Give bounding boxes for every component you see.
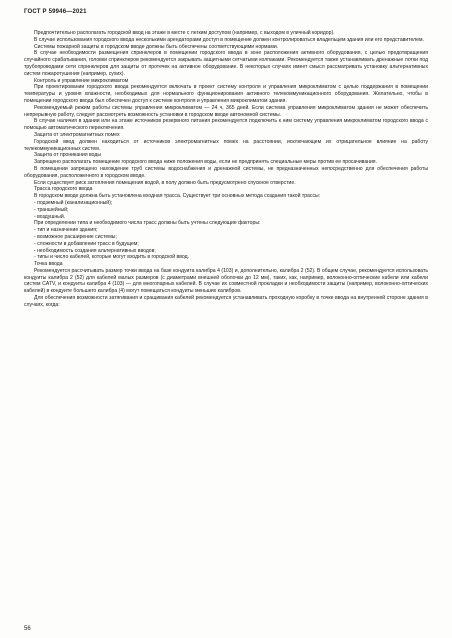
section-heading: Трасса городского ввода [34, 186, 93, 193]
paragraph: В случае необходимости размещения спринклеров в помещении городского ввода в зоне расположения активного оборудования, с целью предотвращения случайного срабатывания, головки спринклеров рекомендуется закрывать защитными сетчатыми колпаками. Рекомендуется также устанавливать дренажные лотки под трубопроводами сети спринклеров для защиты от протечек на активное оборудование. В некоторых случаях имеет смысл рассматривать установку альтернативных систем пожаротушения (например, сухих). [24, 50, 428, 77]
list-item: - подземный (канализационный); [34, 199, 113, 206]
page-body [24, 30, 428, 309]
page-number: 56 [24, 626, 31, 632]
paragraph: Если существует риск затопления помещения водой, в полу должно быть предусмотрено спускное отверстие. [34, 179, 296, 186]
list-item: - воздушный. [34, 213, 66, 220]
running-header: ГОСТ Р 59946—2021 [24, 9, 87, 15]
section-heading: Защита от электромагнитных помех [34, 131, 120, 138]
list-item: - возможное расширение системы; [34, 233, 117, 240]
list-item: - сложности в добавлении трасс в будущем; [34, 240, 139, 247]
paragraph: В городском вводе должна быть установлена входная трасса. Существует три основных метода создания такой трассы: [34, 193, 321, 200]
paragraph: Системы пожарной защиты в городском вводе должны быть обеспечены соответствующими нормами. [34, 43, 279, 50]
paragraph: Рекомендуемый режим работы системы управления микроклиматом — 24 ч, 365 дней. Если система управления микроклиматом здания не может обеспечить непрерывную работу, следует рассмотреть возможность установки в городском вводе автономной системы. [24, 104, 428, 118]
list-item: - траншейный; [34, 206, 69, 213]
list-item: - тип и назначение здания; [34, 227, 98, 234]
list-item: - необходимость создания альтернативных вводов; [34, 247, 156, 254]
paragraph: Рекомендуется рассчитывать размер точки ввода на базе кондуита калибра 4 (103) и, дополнительно, калибра 2 (52). В общем случае, рекомендуется использовать кондуиты калибра 2 (52) для кабелей малых размеров (с диаметрами внешней оболочки до 12 мм), таких, как, например, волоконно-оптические кабели или кабели систем CATV, и кондуиты калибра 4 (103) — для многопарных кабелей. В случае их совместной прокладки и необходимости защиты (например, волоконно-оптических кабелей) в кондуите большего калибра (4) могут помещаться кондуиты меньших калибров. [24, 267, 428, 295]
section-heading: Контроль и управление микроклиматом [34, 77, 129, 84]
paragraph: Предпочтительно располагать городской ввод на этаже в месте с легким доступом (например, с выходом в уличный коридор). [34, 30, 335, 36]
paragraph: Для обеспечения возможности затягивания и сращивания кабелей рекомендуется устанавливать проходную коробку в точке ввода на внутренней стороне здания в случаях, когда: [24, 295, 428, 308]
paragraph: При определении типа и необходимого числа трасс должны быть учтены следующие факторы: [34, 220, 261, 227]
paragraph: При проектировании городского ввода рекомендуется включать в проект систему контроля и управления микроклиматом с целью поддержания в помещении температуры и уровня влажности, необходимых для нормального функционирования активного телекоммуникационного оборудования. Желательно, чтобы в помещении городского ввода был обеспечен доступ к системе контроля и управления микроклиматом здания. [24, 84, 428, 104]
paragraph: В случае использования городского ввода несколькими арендаторами доступ в помещение должен контролироваться владельцем здания или его представителем. [34, 36, 424, 43]
section-heading: Точка ввода [34, 261, 63, 268]
paragraph: Городской ввод должен находиться от источников электромагнитных помех на расстоянии, исключающем их отрицательное влияние на работу телекоммуникационных систем. [24, 138, 428, 152]
list-item: - типы и число кабелей, которые могут входить в городской ввод. [34, 254, 189, 261]
paragraph: В помещении запрещено нахождение труб системы водоснабжения и дренажной системы, не предназначенных непосредственно для обеспечения работы оборудования, расположенного в городском вводе. [24, 165, 428, 179]
paragraph: В случае наличия в здании или на этаже источников резервного питания рекомендуется подключить к ним систему управления микроклиматом городского ввода с помощью автоматического переключения. [24, 118, 428, 132]
paragraph: Запрещено располагать помещение городского ввода ниже положения воды, если не предпринять специальные меры против ее просачивания. [34, 159, 377, 166]
section-heading: Защита от проникания воды [34, 152, 102, 159]
